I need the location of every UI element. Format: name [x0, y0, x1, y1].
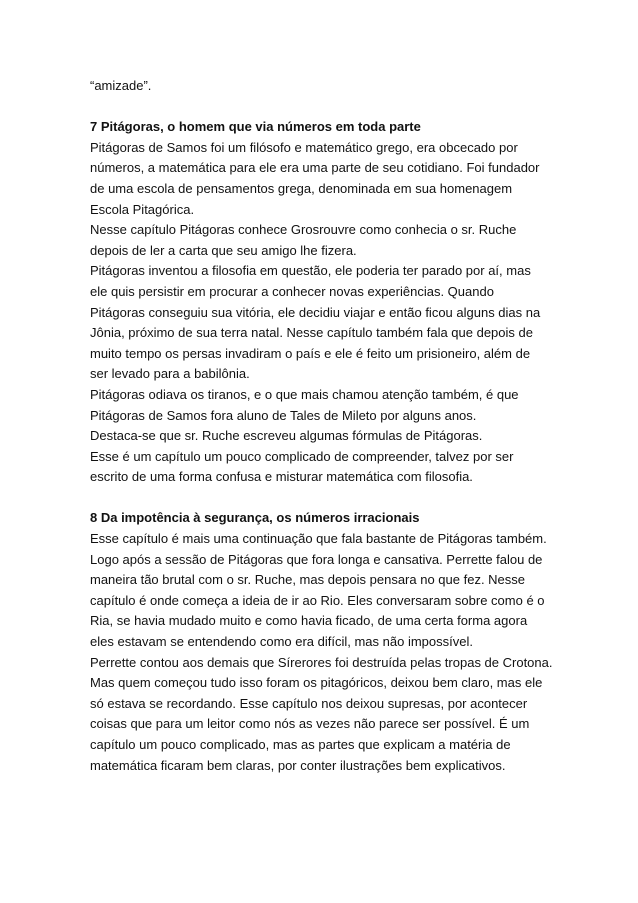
section-8-line: capítulo um pouco complicado, mas as partes que explicam a matéria de — [90, 737, 511, 752]
section-8-line: Ria, se havia mudado muito e como havia ficado, de uma certa forma agora — [90, 613, 528, 629]
section-7-line: Esse é um capítulo um pouco complicado de compreender, talvez por ser — [90, 448, 514, 464]
section-7-line: Jônia, próximo de sua terra natal. Nesse capítulo também fala que depois de — [90, 325, 533, 341]
paragraph-gap — [90, 488, 560, 509]
section-7-line: ele quis persistir em procurar a conhecer novas experiências. Quando — [90, 283, 494, 299]
section-8-heading: 8 Da impotência à segurança, os números irracionais — [90, 510, 420, 526]
section-7 — [90, 117, 560, 488]
section-8 — [90, 508, 560, 776]
section-7-line: depois de ler a carta que seu amigo lhe fizera. — [90, 242, 357, 258]
section-7-line: ser levado para a babilônia. — [90, 366, 250, 382]
section-7-line: Pitágoras de Samos fora aluno de Tales de Mileto por alguns anos. — [90, 407, 477, 423]
document-page — [90, 76, 560, 776]
section-7-line: Escola Pitagórica. — [90, 201, 195, 217]
section-8-line: Esse capítulo é mais uma continuação que fala bastante de Pitágoras também. — [90, 531, 547, 547]
paragraph-gap — [90, 97, 560, 118]
section-8-line: capítulo é onde começa a ideia de ir ao Rio. Eles conversaram sobre como é o — [90, 592, 545, 608]
section-8-line: matemática ficaram bem claras, por conter ilustrações bem explicativos. — [90, 757, 506, 773]
section-7-line: Destaca-se que sr. Ruche escreveu algumas fórmulas de Pitágoras. — [90, 428, 483, 444]
section-7-heading: 7 Pitágoras, o homem que via números em toda parte — [90, 119, 421, 135]
section-7-line: escrito de uma forma confusa e misturar matemática com filosofia. — [90, 469, 473, 485]
section-7-line: números, a matemática para ele era uma parte de seu cotidiano. Foi fundador — [90, 160, 540, 176]
section-7-line: de uma escola de pensamentos grega, denominada em sua homenagem — [90, 180, 513, 196]
intro-line: “amizade”. — [90, 78, 152, 93]
section-8-line: Logo após a sessão de Pitágoras que fora longa e cansativa. Perrette falou de — [90, 551, 543, 567]
section-7-line: Pitágoras inventou a filosofia em questão, ele poderia ter parado por aí, mas — [90, 263, 531, 279]
section-7-line: Pitágoras conseguiu sua vitória, ele decidiu viajar e então ficou alguns dias na — [90, 304, 541, 320]
section-8-line: coisas que para um leitor como nós as vezes não parece ser possível. É um — [90, 716, 530, 732]
section-8-line: só estava se recordando. Esse capítulo nos deixou supresas, por acontecer — [90, 695, 528, 711]
section-7-line: muito tempo os persas invadiram o país e ele é feito um prisioneiro, além de — [90, 345, 531, 361]
section-8-line: Mas quem começou tudo isso foram os pitagóricos, deixou bem claro, mas ele — [90, 675, 543, 691]
section-7-line: Nesse capítulo Pitágoras conhece Grosrouvre como conhecia o sr. Ruche — [90, 222, 517, 238]
section-8-line: maneira tão brutal com o sr. Ruche, mas depois pensara no que fez. Nesse — [90, 572, 526, 588]
section-7-line: Pitágoras odiava os tiranos, e o que mais chamou atenção também, é que — [90, 386, 519, 402]
section-7-line: Pitágoras de Samos foi um filósofo e matemático grego, era obcecado por — [90, 139, 518, 155]
section-8-line: eles estavam se entendendo como era difícil, mas não impossível. — [90, 634, 473, 650]
section-8-line: Perrette contou aos demais que Sírerores foi destruída pelas tropas de Crotona. — [90, 654, 553, 670]
